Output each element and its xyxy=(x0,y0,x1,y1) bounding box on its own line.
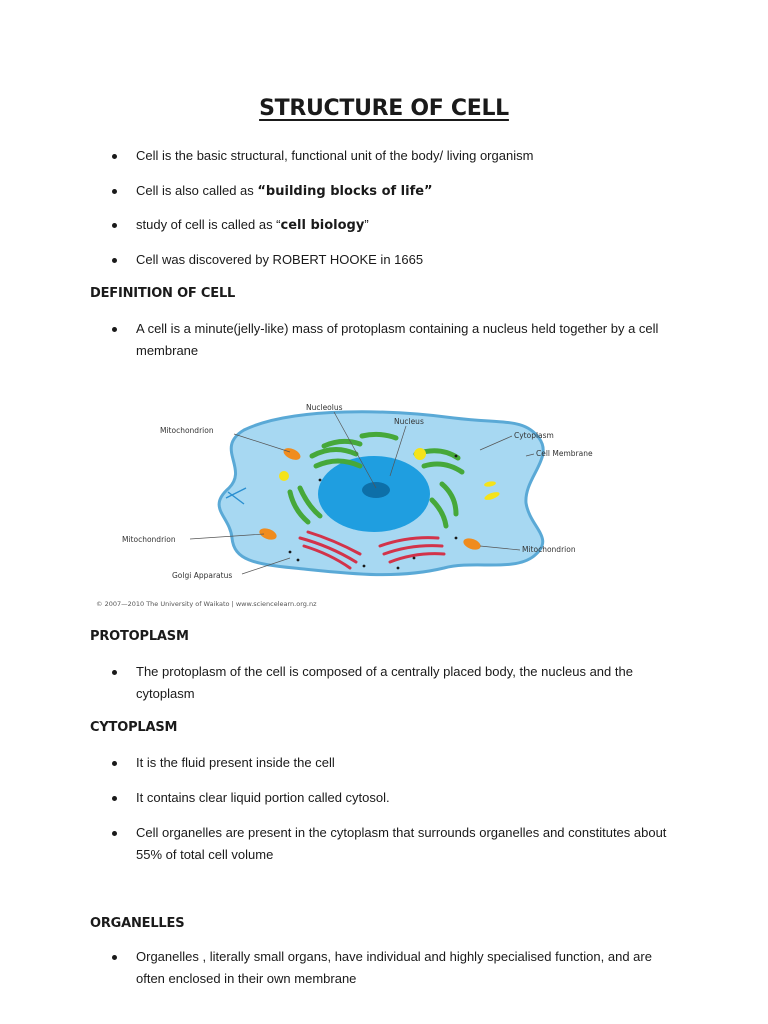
emphasis-text: “building blocks of life” xyxy=(257,184,433,199)
bullet-icon xyxy=(112,258,117,263)
emphasis-text: cell biology xyxy=(280,218,365,233)
label-cytoplasm: Cytoplasm xyxy=(514,431,554,440)
figure-copyright: © 2007—2010 The University of Waikato | www.sciencelearn.org.nz xyxy=(96,600,317,608)
bullet-text: Cell organelles are present in the cytoplasm that surrounds organelles and constitutes about 55% of total cell volume xyxy=(136,825,667,862)
bullet-text: A cell is a minute(jelly-like) mass of protoplasm containing a nucleus held together by a cell membrane xyxy=(136,321,659,358)
list-item xyxy=(112,752,672,774)
label-nucleus: Nucleus xyxy=(394,417,424,426)
bullet-icon xyxy=(112,327,117,332)
bullet-icon xyxy=(112,154,117,159)
cell-diagram xyxy=(94,388,624,612)
bullet-text: It is the fluid present inside the cell xyxy=(136,755,335,770)
section-heading-definition: DEFINITION OF CELL xyxy=(90,286,236,301)
section-heading-protoplasm: PROTOPLASM xyxy=(90,629,189,644)
bullet-text: It contains clear liquid portion called cytosol. xyxy=(136,790,390,805)
label-mitochondrion-left: Mitochondrion xyxy=(122,535,176,544)
bullet-icon xyxy=(112,189,117,194)
list-item xyxy=(112,249,672,271)
document-title: STRUCTURE OF CELL xyxy=(259,96,509,121)
label-mitochondrion-top: Mitochondrion xyxy=(160,426,214,435)
bullet-icon xyxy=(112,223,117,228)
bullet-icon xyxy=(112,955,117,960)
label-cell-membrane: Cell Membrane xyxy=(536,449,593,458)
list-item xyxy=(112,318,672,362)
section-heading-cytoplasm: CYTOPLASM xyxy=(90,720,178,735)
bullet-text: Cell is the basic structural, functional unit of the body/ living organism xyxy=(136,148,534,163)
list-item xyxy=(112,180,672,203)
list-item xyxy=(112,145,672,167)
bullet-text: The protoplasm of the cell is composed of a centrally placed body, the nucleus and the cytoplasm xyxy=(136,664,633,701)
bullet-icon xyxy=(112,796,117,801)
bullet-text: study of cell is called as “cell biology” xyxy=(136,217,369,233)
list-item xyxy=(112,214,672,237)
bullet-text: Organelles , literally small organs, have individual and highly specialised function, and are often enclosed in their own membrane xyxy=(136,949,652,986)
list-item xyxy=(112,661,672,705)
bullet-icon xyxy=(112,761,117,766)
label-golgi-apparatus: Golgi Apparatus xyxy=(172,571,233,580)
nucleolus-shape xyxy=(362,482,390,498)
list-item xyxy=(112,787,672,809)
bullet-icon xyxy=(112,670,117,675)
bullet-icon xyxy=(112,831,117,836)
bullet-text: Cell was discovered by ROBERT HOOKE in 1665 xyxy=(136,252,424,267)
list-item xyxy=(112,946,672,990)
label-mitochondrion-right: Mitochondrion xyxy=(522,545,576,554)
section-heading-organelles: ORGANELLES xyxy=(90,916,185,931)
list-item xyxy=(112,822,672,866)
bullet-text: Cell is also called as “building blocks of life” xyxy=(136,183,433,199)
label-nucleolus: Nucleolus xyxy=(306,403,343,412)
